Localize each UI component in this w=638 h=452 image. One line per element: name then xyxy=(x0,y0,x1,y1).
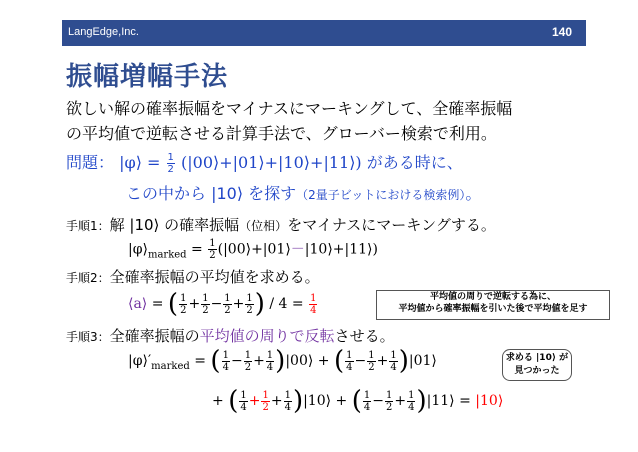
step1-subscript: marked xyxy=(147,249,187,261)
page-number: 140 xyxy=(551,25,572,39)
problem-line2-main: この中から |10⟩ を探す xyxy=(126,184,297,203)
step3-ket11: |11⟩ = xyxy=(426,393,471,409)
callout-average-line-2: 平均値から確率振幅を引いた後で平均値を足す xyxy=(398,304,588,314)
step1-text-a: 解 |10⟩ の確率振幅 xyxy=(109,216,240,234)
step3-eq: = xyxy=(194,353,206,369)
step2-line xyxy=(66,266,320,287)
step3-formula-line-1: $|\varphi⟩'_{marked}$ = ( $\frac{1}{4}$ − $\frac{1}{2}$ + $\frac{1}{4}$ )|00⟩ + ( $\frac{1}{4}$ − $\frac{1}{2}$ + $\frac{1}{4}$ )|01⟩ xyxy=(128,346,437,376)
step1-terms-b: |10⟩+|11⟩) xyxy=(304,241,378,258)
step1-line xyxy=(66,214,496,235)
step3-ket00: |00⟩ + xyxy=(285,353,330,369)
step1-eq: = xyxy=(191,241,203,258)
fraction-denominator: 2 xyxy=(167,164,174,175)
step3-line xyxy=(66,325,395,346)
step2-eq: = xyxy=(151,296,164,312)
fraction-numerator: 1 xyxy=(167,152,174,163)
step1-minus: － xyxy=(290,241,305,258)
fraction-denominator: 2 xyxy=(209,250,216,261)
callout-found-line-1: 求める |10⟩ が xyxy=(505,353,569,363)
callout-average-note xyxy=(376,290,610,320)
step2-formula: ⟨a⟩ = ( $\frac{1}{2}$ + $\frac{1}{2}$ − $\frac{1}{2}$ + $\frac{1}{2}$ ) / 4 = $\frac{1}{4}$ xyxy=(128,289,317,319)
problem-terms: (|00⟩+|01⟩+|10⟩+|11⟩) xyxy=(181,153,362,172)
result-numerator: 1 xyxy=(310,292,317,304)
problem-label: 問題： xyxy=(66,153,115,172)
step3-label: 手順3： xyxy=(66,330,110,344)
intro-line-2: の平均値で逆転させる計算手法で、グローバー検索で利用。 xyxy=(66,124,497,143)
intro-line-1: 欲しい解の確率振幅をマイナスにマーキングして、全確率振幅 xyxy=(66,99,513,118)
callout-found-note xyxy=(502,349,572,381)
company-name: LangEdge,Inc. xyxy=(68,26,139,38)
step2-label: 手順2： xyxy=(66,271,110,285)
step3-text-a: 全確率振幅の xyxy=(109,327,200,345)
step2-result xyxy=(309,293,317,316)
step3-highlight: 平均値の周りで反転 xyxy=(199,327,335,345)
step1-terms-a: (|00⟩+|01⟩ xyxy=(217,241,291,258)
problem-line-2 xyxy=(126,181,481,204)
step1-formula xyxy=(128,238,378,261)
fraction-numerator: 1 xyxy=(209,238,216,249)
step3-result: |10⟩ xyxy=(475,393,504,409)
step1-lhs: |φ⟩ xyxy=(128,241,148,258)
step2-text: 全確率振幅の平均値を求める。 xyxy=(109,268,320,286)
step3-subscript: marked xyxy=(151,360,190,372)
step3-formula-line-2: + ( $\frac{1}{4}$ + $\frac{1}{2}$ + $\frac{1}{4}$ )|10⟩ + ( $\frac{1}{4}$ − $\frac{1}{2}$ + $\frac{1}{4}$ )|11⟩ = |10⟩ xyxy=(212,386,504,416)
step3-lhs: |φ⟩′ xyxy=(128,353,152,369)
callout-average-line-1: 平均値の周りで逆転する為に、 xyxy=(429,292,556,302)
result-denominator: 4 xyxy=(310,304,317,316)
step1-label: 手順1： xyxy=(66,219,110,233)
problem-line2-note: （2量子ビットにおける検索例） xyxy=(296,188,466,202)
step3-ket10: |10⟩ + xyxy=(303,393,348,409)
step2-lhs: ⟨a⟩ xyxy=(128,296,148,312)
step1-fraction xyxy=(208,238,216,261)
problem-state: |φ⟩ = xyxy=(119,153,161,172)
problem-suffix: がある時に、 xyxy=(366,153,463,172)
step1-text-b: をマイナスにマーキングする。 xyxy=(287,216,496,234)
problem-fraction xyxy=(167,152,175,175)
callout-found-line-2: 見つかった xyxy=(514,366,560,376)
step3-text-b: させる。 xyxy=(334,327,395,345)
problem-line-1 xyxy=(66,150,463,175)
header-bar xyxy=(62,20,586,46)
step1-note: （位相） xyxy=(239,219,288,233)
slide-title: 振幅増幅手法 xyxy=(66,62,229,92)
step3-plus-start: + xyxy=(212,393,224,409)
problem-line2-end: 。 xyxy=(465,184,482,203)
step3-ket01: |01⟩ xyxy=(408,353,437,369)
step2-div: / 4 = xyxy=(269,296,304,312)
